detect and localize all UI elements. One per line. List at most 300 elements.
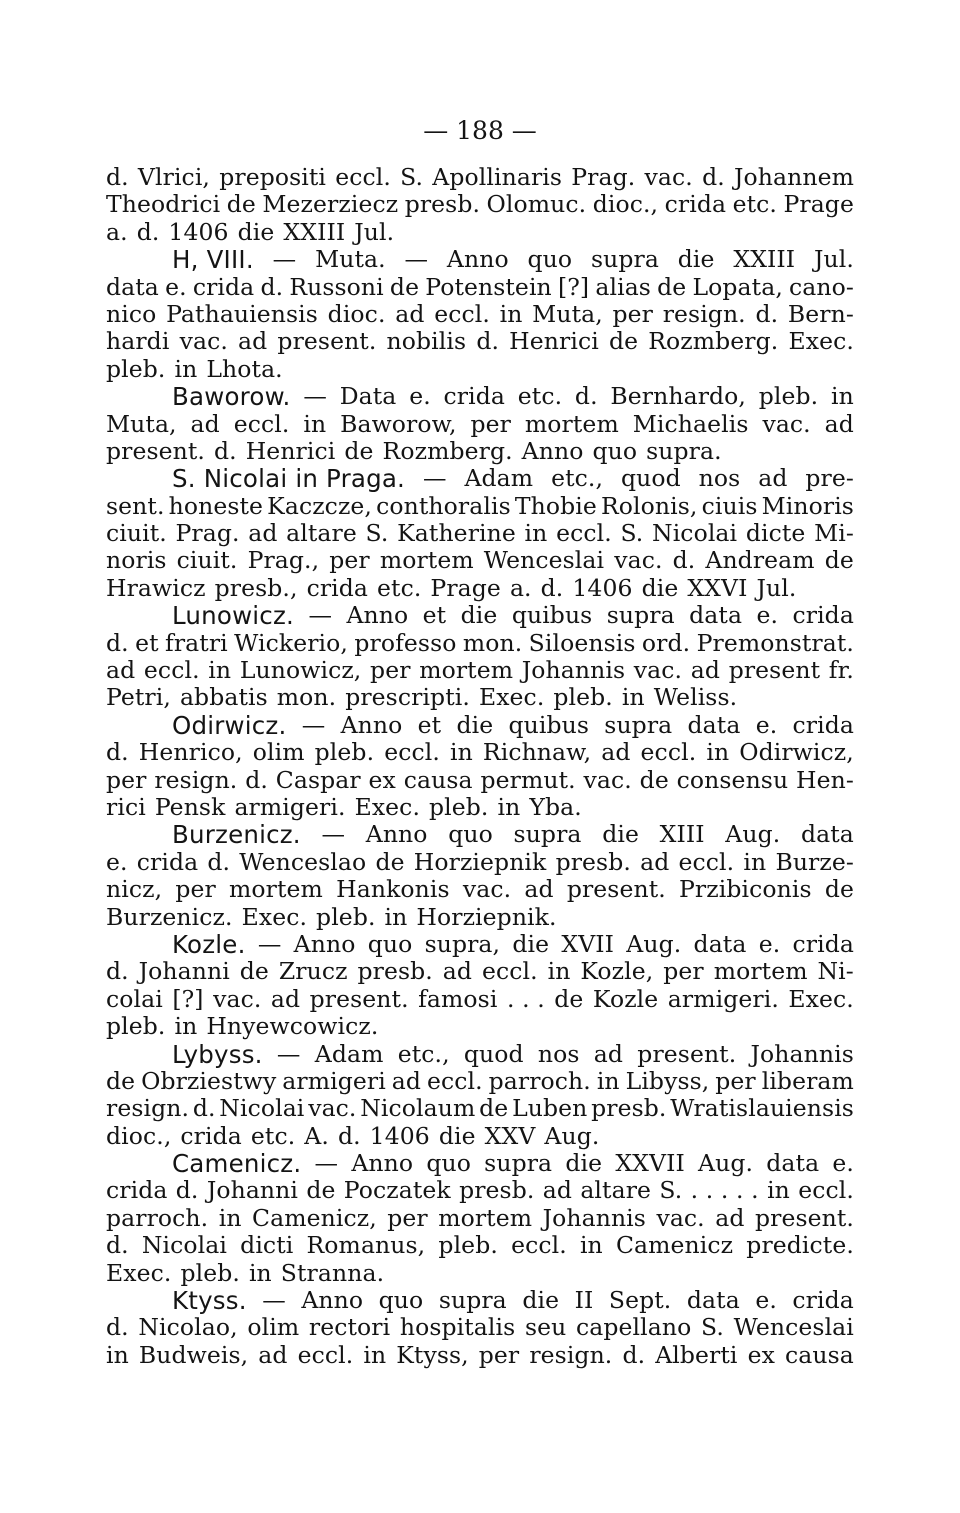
entry-lemma: Ktyss.	[172, 1286, 247, 1316]
word: Prag.	[175, 519, 240, 548]
word: Minoris	[761, 491, 854, 520]
entry-lemma: Camenicz.	[172, 1149, 302, 1179]
word: data	[106, 272, 159, 301]
word: Camenicz,	[252, 1203, 377, 1232]
word: mortem	[524, 409, 619, 438]
word: prescripti.	[345, 683, 470, 712]
word: vac.	[656, 1203, 705, 1232]
word: rectori	[308, 1313, 391, 1342]
word: d.	[702, 163, 725, 191]
word: XXVI	[687, 573, 748, 602]
entry-lemma: Burzenicz.	[172, 820, 301, 850]
word: Rolonis,	[600, 491, 698, 520]
word: e.	[755, 710, 778, 739]
word: in	[449, 738, 473, 767]
word: die	[677, 245, 715, 274]
word: quod	[620, 464, 681, 493]
word: crida	[106, 1176, 168, 1205]
word: Exec.	[241, 902, 308, 931]
word: supra	[513, 820, 582, 849]
word: [?]	[172, 984, 204, 1013]
word: a.	[509, 573, 532, 602]
text-line	[106, 1068, 854, 1095]
word: pleb.	[180, 1258, 240, 1287]
word: ad	[593, 1039, 624, 1068]
word: per	[106, 765, 147, 794]
word: Theodrici	[106, 190, 221, 219]
word: parroch.	[106, 1203, 209, 1232]
word: ad	[391, 1066, 422, 1095]
word: crida	[192, 272, 255, 301]
text-line	[106, 1342, 854, 1369]
text-line	[106, 849, 854, 876]
word: —	[301, 710, 326, 739]
word: vac.	[583, 765, 632, 794]
word: Bernhardo,	[610, 382, 746, 411]
word: ad	[690, 656, 721, 685]
word: Siloensis	[528, 628, 636, 657]
word: mon.	[462, 628, 523, 657]
word: Anno	[293, 929, 356, 958]
word: a.	[106, 217, 128, 246]
word: de	[375, 847, 405, 876]
word: present.	[637, 1039, 737, 1068]
word: d.	[755, 299, 779, 328]
word: Exec.	[106, 1258, 172, 1287]
word: crida	[136, 847, 199, 876]
word: Lhota.	[206, 354, 283, 383]
word: crida	[443, 382, 505, 411]
word: Hen-	[796, 765, 854, 794]
word: Wenceslao	[239, 847, 367, 876]
word: Adam	[464, 464, 534, 493]
word: per	[715, 1066, 756, 1095]
word: e.	[165, 272, 187, 301]
entry-lemma: H, VIII.	[172, 245, 254, 275]
text-line	[106, 219, 854, 246]
word: colai	[106, 984, 163, 1013]
word: Romanus,	[306, 1231, 426, 1260]
word: per	[478, 1340, 520, 1369]
word: 1406	[369, 1121, 430, 1150]
word: etc.	[250, 1121, 296, 1150]
word: ad	[238, 327, 268, 356]
word: S.	[659, 1176, 683, 1205]
word: Hrawicz	[106, 573, 206, 602]
word: quo	[592, 436, 638, 465]
word: de	[824, 875, 854, 904]
word: ad	[442, 957, 473, 986]
word: Russoni	[289, 272, 384, 301]
word: quibus	[511, 601, 593, 630]
word: Poczatek	[343, 1176, 451, 1205]
word: famosi	[418, 984, 498, 1013]
word: armigeri.	[667, 984, 779, 1013]
word: Pathauiensis	[166, 299, 318, 328]
word: resign.	[154, 765, 238, 794]
word: XXIII	[733, 245, 796, 274]
text-line	[106, 739, 854, 766]
word: d.	[106, 1313, 129, 1342]
word: Exec.	[354, 792, 421, 821]
word: crida	[664, 190, 727, 219]
word: e.	[409, 382, 431, 411]
word: quo	[426, 1149, 471, 1178]
word: crida	[180, 1121, 242, 1150]
word: ad	[715, 1203, 745, 1232]
word: eccl.	[233, 409, 290, 438]
word: nicz,	[106, 875, 163, 904]
word: Premonstrat.	[696, 628, 854, 657]
word: Michaelis	[632, 409, 749, 438]
word: in	[174, 354, 198, 383]
word: quo	[378, 1286, 424, 1315]
word: etc.	[377, 573, 422, 602]
text-line	[106, 1232, 854, 1259]
word: alias	[595, 272, 651, 301]
text-line	[106, 301, 854, 328]
text-line	[106, 986, 854, 1013]
word: —	[303, 382, 327, 411]
word: Burzenicz.	[106, 902, 233, 931]
word: Kozle,	[580, 957, 654, 986]
word: sent.	[106, 491, 165, 520]
word: pleb.	[438, 1231, 498, 1260]
word: Anno	[301, 1286, 364, 1315]
word: ad	[542, 1176, 572, 1205]
word: Horziepnik.	[416, 902, 557, 931]
word: present.	[566, 875, 666, 904]
text-line	[106, 657, 854, 684]
word: Prag.	[571, 163, 636, 191]
word: d.	[622, 1340, 646, 1369]
word: die	[565, 1149, 603, 1178]
word: Vlrici,	[137, 163, 211, 191]
word: d.	[136, 217, 160, 246]
text-line	[106, 958, 854, 985]
word: Aug.	[698, 1149, 754, 1178]
word: die	[456, 710, 494, 739]
word: pleb.	[106, 1012, 166, 1041]
word: Richnaw,	[482, 738, 592, 767]
word: Bern-	[787, 299, 854, 328]
word: de	[824, 546, 854, 575]
word: in	[363, 1340, 387, 1369]
text-line	[106, 356, 854, 383]
word: d.	[574, 382, 598, 411]
word: de	[106, 1066, 136, 1095]
entry-lemma: Kozle.	[172, 929, 246, 959]
word: de	[608, 327, 639, 356]
word: Obrziestwy	[141, 1066, 277, 1095]
word: data	[693, 929, 747, 958]
text-line	[106, 274, 854, 301]
word: et	[135, 628, 159, 657]
word: honeste	[168, 491, 264, 520]
word: presb.	[459, 1176, 535, 1205]
word: per	[470, 409, 512, 438]
word: per	[612, 299, 653, 328]
word: [?]	[557, 272, 590, 301]
word: vac.	[633, 656, 683, 685]
word: ad	[395, 299, 425, 328]
word: A.	[304, 1121, 329, 1150]
word: Weliss.	[653, 683, 738, 712]
word: eccl.	[434, 299, 490, 328]
word: Johanni	[138, 957, 230, 986]
word: d.	[260, 272, 284, 301]
word: de	[554, 984, 584, 1013]
word: mortem	[419, 656, 514, 685]
word: eccl.	[297, 1340, 354, 1369]
word: Exec.	[478, 683, 545, 712]
word: etc.,	[397, 1039, 450, 1068]
text-line	[106, 411, 854, 438]
word: eccl.	[426, 1066, 483, 1095]
word: ad	[270, 984, 301, 1013]
word: quo	[527, 245, 573, 274]
word: ciuis	[701, 491, 758, 520]
word: eccl.	[511, 1231, 567, 1260]
word: die	[438, 1121, 476, 1150]
word: olim	[247, 1313, 300, 1342]
text-line	[106, 520, 854, 547]
word: eccl.	[335, 163, 391, 191]
word: supra	[604, 710, 673, 739]
word: Potenstein	[425, 272, 552, 301]
entry-heading-line	[106, 602, 854, 629]
word: de	[639, 765, 669, 794]
word: altare	[580, 1176, 652, 1205]
word: Anno	[346, 601, 409, 630]
word: in	[303, 409, 327, 438]
word: Thobie	[514, 491, 597, 520]
word: in	[384, 902, 408, 931]
word: Horziepnik	[413, 847, 547, 876]
word: Odirwicz,	[739, 738, 854, 767]
word: Johannis	[542, 1203, 646, 1232]
word: Kozle	[592, 984, 659, 1013]
word: XXIII	[283, 217, 346, 246]
word: nobilis	[386, 327, 467, 356]
word: armigeri.	[234, 792, 346, 821]
word: —	[321, 820, 346, 849]
word: eccl.	[384, 738, 440, 767]
entry-lemma: Odirwicz.	[172, 710, 287, 740]
word: Budweis,	[138, 1340, 249, 1369]
word: d.	[476, 327, 500, 356]
word: —	[314, 1149, 339, 1178]
word: in	[218, 1203, 242, 1232]
word: Prag.,	[247, 546, 320, 575]
word: vac.	[762, 409, 811, 438]
word: pleb.	[758, 382, 819, 411]
word: Nicolai	[652, 519, 738, 548]
word: dioc.,	[592, 190, 659, 219]
word: Anno	[365, 820, 428, 849]
word: die	[602, 820, 639, 849]
word: parroch.	[488, 1066, 591, 1095]
word: Anno	[340, 710, 403, 739]
word: die	[512, 929, 550, 958]
word: vac.	[644, 163, 693, 191]
text-line	[106, 575, 854, 602]
word: Olomuc.	[486, 190, 587, 219]
word: Caspar	[275, 765, 361, 794]
word: Rozmberg.	[648, 327, 779, 356]
word: Exec.	[788, 984, 854, 1013]
word: presb.	[555, 847, 631, 876]
text-line	[106, 1013, 854, 1040]
word: Lunowicz,	[239, 656, 362, 685]
entry-heading-line	[106, 246, 854, 273]
word: hospitalis	[399, 1313, 516, 1342]
word: eccl.	[640, 738, 697, 767]
word: pleb.	[316, 902, 376, 931]
word: crida	[792, 929, 854, 958]
word: present	[728, 656, 821, 685]
word: die	[641, 573, 679, 602]
word: per	[370, 656, 411, 685]
word: et	[422, 601, 447, 630]
word: —	[276, 1039, 301, 1068]
word: d.	[192, 1094, 216, 1123]
word: rici	[106, 792, 146, 821]
word: Johannis	[750, 1039, 854, 1068]
word: S.	[700, 1313, 724, 1342]
word: Jul.	[354, 217, 395, 246]
word: d.	[106, 738, 129, 767]
word: nico	[106, 299, 157, 328]
word: altare	[286, 519, 357, 548]
word: d.	[175, 1176, 199, 1205]
page-number: — 188 —	[423, 116, 537, 145]
word: dicti	[240, 1231, 294, 1260]
entry-lemma: Lybyss.	[172, 1039, 263, 1069]
entry-heading-line	[106, 1150, 854, 1177]
word: Luben	[512, 1094, 588, 1123]
word: Anno	[446, 245, 509, 274]
word: ad	[640, 847, 670, 876]
word: Aug.	[544, 1121, 600, 1150]
entry-heading-line	[106, 1287, 854, 1314]
word: —	[257, 929, 282, 958]
word: die	[460, 601, 498, 630]
word: eccl.	[798, 1176, 854, 1205]
text-line	[106, 684, 854, 711]
word: ad	[106, 656, 136, 685]
word: . . .	[506, 984, 545, 1013]
word: capellano	[575, 1313, 692, 1342]
word: noris	[106, 546, 167, 575]
word: permut.	[480, 765, 576, 794]
word: d.	[245, 765, 268, 794]
word: e.	[758, 929, 781, 958]
word: ad	[524, 875, 554, 904]
word: Kaczcze,	[267, 491, 373, 520]
word: Prage	[783, 190, 854, 219]
word: —	[262, 1286, 286, 1315]
word: ciuit.	[176, 546, 238, 575]
word: Aug.	[725, 820, 781, 849]
word: d.	[207, 847, 231, 876]
word: prepositi	[219, 163, 327, 191]
word: S.	[620, 519, 644, 548]
word: supra	[484, 1149, 553, 1178]
word: etc.,	[551, 464, 604, 493]
word: Baworow,	[340, 409, 457, 438]
word: de	[306, 1176, 336, 1205]
word: resign.	[106, 1094, 190, 1123]
word: d.	[337, 1121, 361, 1150]
word: nos	[698, 464, 741, 493]
word: Petri,	[106, 683, 171, 712]
word: Libyss,	[625, 1066, 710, 1095]
word: professo	[354, 628, 457, 657]
word: quod	[463, 1039, 524, 1068]
word: vac.	[308, 1094, 357, 1123]
entry-heading-line	[106, 931, 854, 958]
word: Pensk	[154, 792, 226, 821]
word: Jul.	[814, 245, 854, 274]
word: ex	[747, 1340, 775, 1369]
word: de	[239, 957, 269, 986]
word: de	[479, 1094, 509, 1123]
word: die	[522, 1286, 560, 1315]
word: per	[663, 957, 704, 986]
word: crida	[792, 1286, 854, 1315]
word: supra	[606, 601, 675, 630]
text-line	[106, 1260, 854, 1287]
word: ad	[601, 738, 631, 767]
word: etc.	[732, 190, 777, 219]
word: abbatis	[179, 683, 268, 712]
word: Przibiconis	[679, 875, 812, 904]
word: vac.	[213, 984, 262, 1013]
word: d.	[106, 163, 129, 191]
word: Nicolao,	[138, 1313, 238, 1342]
word: Nicolaum	[360, 1094, 476, 1123]
word: —	[422, 464, 447, 493]
word: Ktyss,	[396, 1340, 469, 1369]
word: causa	[403, 765, 473, 794]
word: Wenceslai	[733, 1313, 854, 1342]
word: in	[497, 792, 521, 821]
word: XIII	[659, 820, 705, 849]
entry-heading-line	[106, 821, 854, 848]
word: Johanni	[206, 1176, 299, 1205]
word: ad	[824, 409, 854, 438]
word: mon.	[276, 683, 337, 712]
word: Andream	[705, 546, 815, 575]
text-line	[106, 630, 854, 657]
word: Rozmberg.	[382, 436, 513, 465]
word: Anno	[351, 1149, 414, 1178]
word: ad	[190, 409, 220, 438]
word: Muta,	[532, 299, 603, 328]
word: present.	[754, 1203, 854, 1232]
word: in	[524, 519, 548, 548]
word: d.	[214, 436, 237, 465]
word: in	[499, 299, 523, 328]
word: seu	[524, 1313, 567, 1342]
word: in	[831, 382, 854, 411]
word: e.	[756, 601, 779, 630]
word: armigeri	[282, 1066, 386, 1095]
word: de	[344, 436, 374, 465]
word: present.	[309, 984, 409, 1013]
word: Henrico,	[138, 738, 243, 767]
